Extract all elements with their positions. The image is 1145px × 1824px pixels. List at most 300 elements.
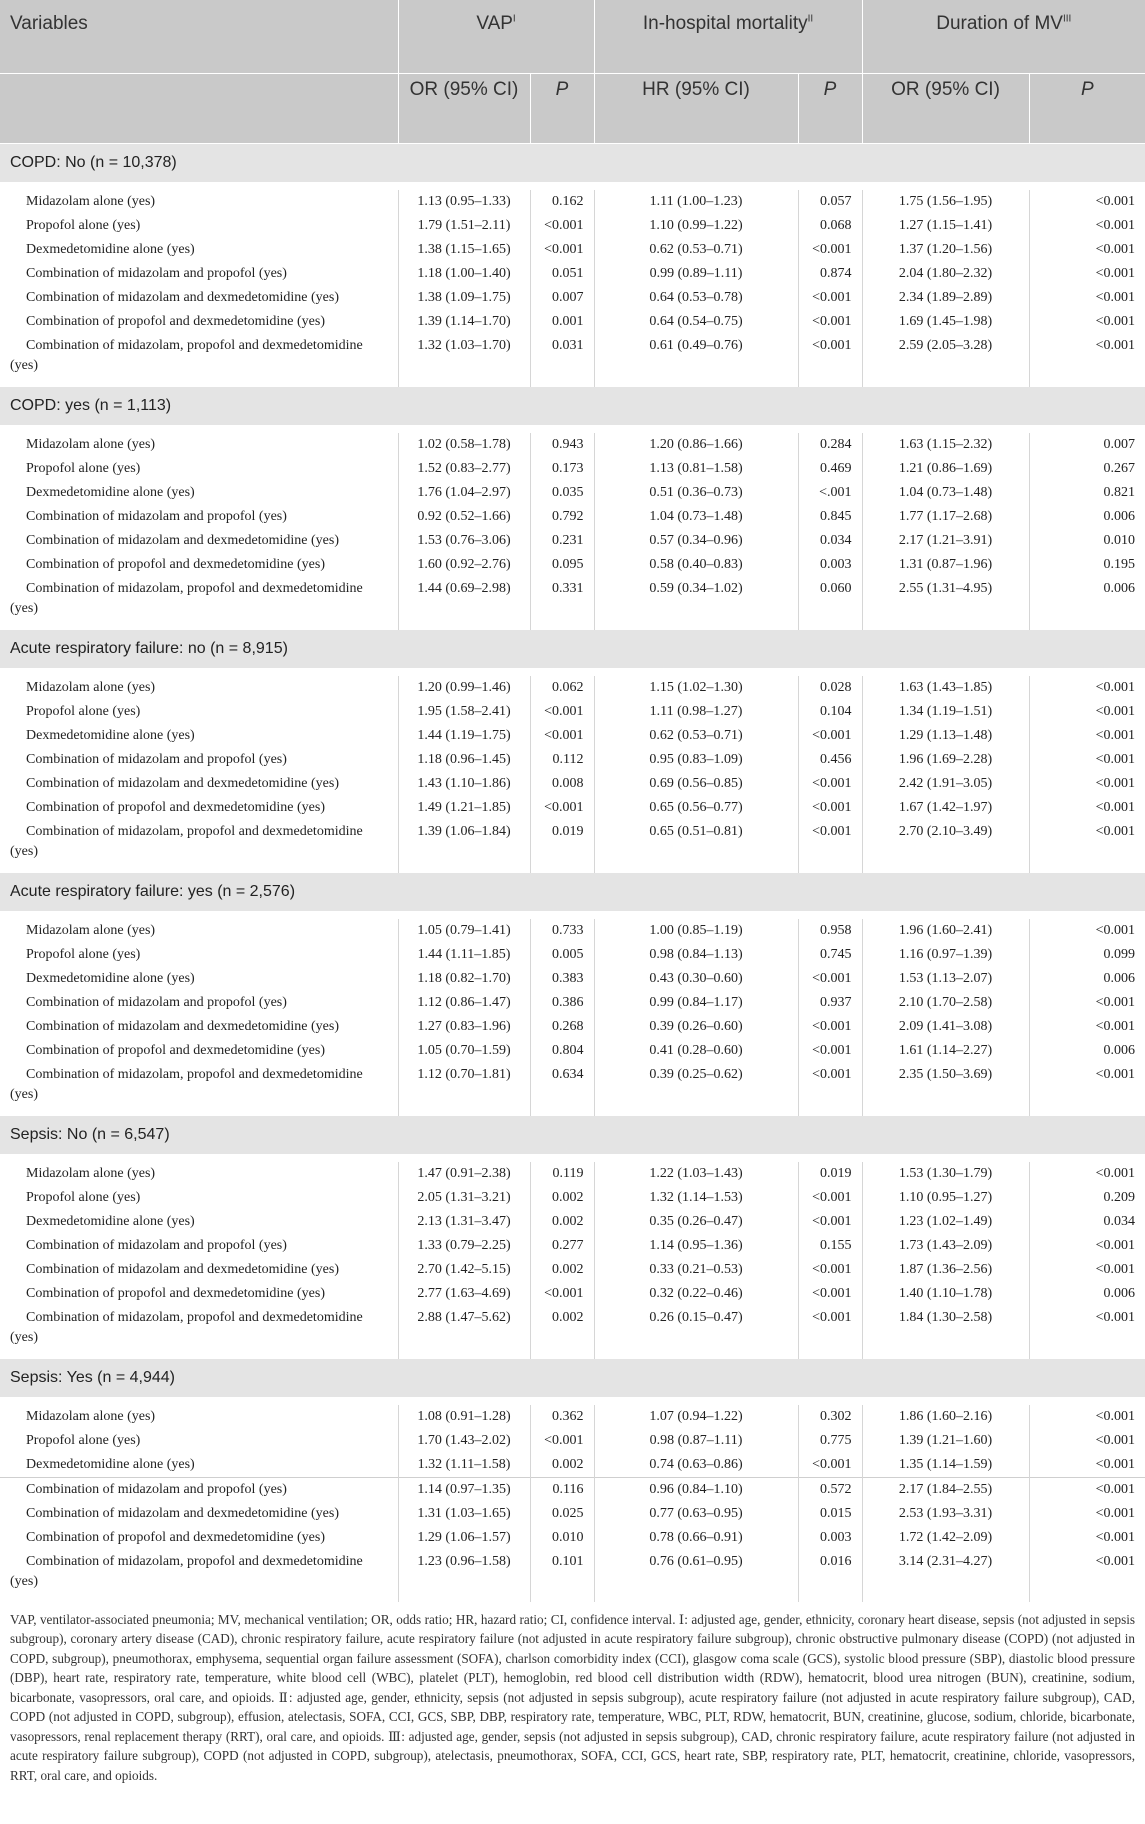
- table-row: [0, 748, 1145, 772]
- vap-or-cell: 1.38 (1.09–1.75): [398, 286, 530, 310]
- variable-label: Combination of midazolam and dexmedetomidine (yes): [26, 289, 339, 305]
- table-row: [0, 457, 1145, 481]
- variable-name-cell: [0, 190, 398, 214]
- vap-or-cell: 1.05 (0.79–1.41): [398, 919, 530, 943]
- mortality-hr-cell: 0.69 (0.56–0.85): [594, 772, 798, 796]
- table-row: [0, 1550, 1145, 1602]
- vap-p-cell: 0.051: [530, 262, 594, 286]
- variable-name-cell: [0, 1234, 398, 1258]
- vap-p-cell: 0.101: [530, 1550, 594, 1602]
- mv-p-cell: <0.001: [1029, 676, 1145, 700]
- variable-label: Propofol alone (yes): [26, 217, 141, 233]
- mortality-p-cell: <0.001: [798, 724, 862, 748]
- vap-or-cell: 1.76 (1.04–2.97): [398, 481, 530, 505]
- variable-name-cell: [0, 529, 398, 553]
- mortality-hr-cell: 0.32 (0.22–0.46): [594, 1282, 798, 1306]
- variable-name-cell: [0, 286, 398, 310]
- table-row: [0, 967, 1145, 991]
- spacer-cell: [0, 1397, 1145, 1405]
- table-header: [0, 0, 1145, 143]
- mortality-hr-cell: 0.65 (0.56–0.77): [594, 796, 798, 820]
- variable-name-cell: [0, 1405, 398, 1429]
- mortality-p-cell: 0.284: [798, 433, 862, 457]
- mortality-p-cell: 0.302: [798, 1405, 862, 1429]
- variable-name-cell: [0, 943, 398, 967]
- mortality-hr-cell: 0.57 (0.34–0.96): [594, 529, 798, 553]
- variable-label: Combination of midazolam, propofol and dexmedetomidine (yes): [10, 1309, 363, 1345]
- table-row: [0, 796, 1145, 820]
- spacer-row: [0, 182, 1145, 190]
- mortality-p-cell: <0.001: [798, 1039, 862, 1063]
- spacer-row: [0, 668, 1145, 676]
- table-row: [0, 676, 1145, 700]
- vap-p-cell: <0.001: [530, 214, 594, 238]
- variable-label: Propofol alone (yes): [26, 946, 141, 962]
- spacer-cell: [0, 668, 1145, 676]
- vap-p-cell: 0.095: [530, 553, 594, 577]
- mv-p-cell: <0.001: [1029, 1063, 1145, 1116]
- table-row: [0, 190, 1145, 214]
- variable-label: Combination of midazolam and propofol (yes): [26, 508, 287, 524]
- vap-p-cell: 0.383: [530, 967, 594, 991]
- mortality-p-cell: 0.016: [798, 1550, 862, 1602]
- header-mortality-hr: HR (95% CI): [594, 73, 798, 143]
- variable-label: Combination of propofol and dexmedetomidine (yes): [26, 1042, 325, 1058]
- mv-or-cell: 1.75 (1.56–1.95): [862, 190, 1029, 214]
- mortality-hr-cell: 0.77 (0.63–0.95): [594, 1502, 798, 1526]
- subgroup-header-row: [0, 872, 1145, 911]
- mortality-p-cell: 0.958: [798, 919, 862, 943]
- mortality-hr-cell: 0.64 (0.53–0.78): [594, 286, 798, 310]
- mortality-hr-cell: 0.64 (0.54–0.75): [594, 310, 798, 334]
- vap-or-cell: 1.20 (0.99–1.46): [398, 676, 530, 700]
- subgroup-label: Sepsis: Yes (n = 4,944): [0, 1358, 1145, 1397]
- variable-label: Midazolam alone (yes): [26, 1408, 156, 1424]
- vap-or-cell: 1.33 (0.79–2.25): [398, 1234, 530, 1258]
- mortality-hr-cell: 0.98 (0.87–1.11): [594, 1429, 798, 1453]
- variable-name-cell: [0, 1258, 398, 1282]
- vap-or-cell: 1.43 (1.10–1.86): [398, 772, 530, 796]
- variable-label: Combination of midazolam, propofol and dexmedetomidine (yes): [10, 823, 363, 859]
- table-row: [0, 991, 1145, 1015]
- mv-or-cell: 1.16 (0.97–1.39): [862, 943, 1029, 967]
- mv-p-cell: <0.001: [1029, 310, 1145, 334]
- header-mortality-p: P: [798, 73, 862, 143]
- vap-p-cell: 0.173: [530, 457, 594, 481]
- mv-or-cell: 1.87 (1.36–2.56): [862, 1258, 1029, 1282]
- mortality-p-cell: 0.003: [798, 553, 862, 577]
- mortality-p-cell: <0.001: [798, 820, 862, 873]
- variable-name-cell: [0, 1063, 398, 1116]
- subgroup-label: Acute respiratory failure: no (n = 8,915): [0, 629, 1145, 668]
- variable-name-cell: [0, 553, 398, 577]
- mortality-hr-cell: 0.59 (0.34–1.02): [594, 577, 798, 630]
- mortality-hr-cell: 0.61 (0.49–0.76): [594, 334, 798, 387]
- vap-or-cell: 1.14 (0.97–1.35): [398, 1477, 530, 1502]
- mv-or-cell: 1.63 (1.15–2.32): [862, 433, 1029, 457]
- mv-or-cell: 2.10 (1.70–2.58): [862, 991, 1029, 1015]
- mv-p-cell: <0.001: [1029, 991, 1145, 1015]
- variable-label: Dexmedetomidine alone (yes): [26, 1213, 195, 1229]
- variable-label: Combination of midazolam and propofol (yes): [26, 265, 287, 281]
- variable-name-cell: [0, 967, 398, 991]
- header-vap-p: P: [530, 73, 594, 143]
- table-row: [0, 1186, 1145, 1210]
- spacer-cell: [0, 911, 1145, 919]
- mv-p-cell: <0.001: [1029, 214, 1145, 238]
- mortality-p-cell: 0.845: [798, 505, 862, 529]
- mv-or-cell: 2.17 (1.84–2.55): [862, 1477, 1029, 1502]
- spacer-row: [0, 425, 1145, 433]
- mv-p-cell: <0.001: [1029, 262, 1145, 286]
- mv-or-cell: 2.42 (1.91–3.05): [862, 772, 1029, 796]
- vap-p-cell: 0.008: [530, 772, 594, 796]
- vap-p-cell: <0.001: [530, 724, 594, 748]
- mv-p-cell: <0.001: [1029, 1429, 1145, 1453]
- variable-name-cell: [0, 919, 398, 943]
- variable-label: Propofol alone (yes): [26, 460, 141, 476]
- variable-name-cell: [0, 238, 398, 262]
- mv-or-cell: 1.69 (1.45–1.98): [862, 310, 1029, 334]
- header-vap-or: OR (95% CI): [398, 73, 530, 143]
- mortality-p-cell: 0.572: [798, 1477, 862, 1502]
- table-body: [0, 143, 1145, 1602]
- vap-or-cell: 2.05 (1.31–3.21): [398, 1186, 530, 1210]
- mv-or-cell: 1.39 (1.21–1.60): [862, 1429, 1029, 1453]
- mv-p-cell: 0.006: [1029, 1282, 1145, 1306]
- mv-or-cell: 1.35 (1.14–1.59): [862, 1453, 1029, 1478]
- mortality-hr-cell: 0.26 (0.15–0.47): [594, 1306, 798, 1359]
- variable-label: Combination of midazolam and dexmedetomidine (yes): [26, 1018, 339, 1034]
- mv-or-cell: 1.77 (1.17–2.68): [862, 505, 1029, 529]
- mv-or-cell: 2.55 (1.31–4.95): [862, 577, 1029, 630]
- mortality-hr-cell: 0.76 (0.61–0.95): [594, 1550, 798, 1602]
- mortality-p-cell: 0.068: [798, 214, 862, 238]
- variable-label: Dexmedetomidine alone (yes): [26, 727, 195, 743]
- subgroup-header-row: [0, 629, 1145, 668]
- mv-p-cell: <0.001: [1029, 919, 1145, 943]
- mortality-p-cell: 0.469: [798, 457, 862, 481]
- vap-p-cell: 0.062: [530, 676, 594, 700]
- table-row: [0, 334, 1145, 387]
- variable-label: Midazolam alone (yes): [26, 436, 156, 452]
- variable-name-cell: [0, 1015, 398, 1039]
- variable-name-cell: [0, 262, 398, 286]
- mortality-hr-cell: 0.74 (0.63–0.86): [594, 1453, 798, 1478]
- table-row: [0, 1526, 1145, 1550]
- vap-p-cell: 0.386: [530, 991, 594, 1015]
- subgroup-header-row: [0, 1115, 1145, 1154]
- table-row: [0, 1429, 1145, 1453]
- mortality-p-cell: 0.015: [798, 1502, 862, 1526]
- mortality-p-cell: <0.001: [798, 1210, 862, 1234]
- vap-p-cell: 0.362: [530, 1405, 594, 1429]
- mv-or-cell: 2.09 (1.41–3.08): [862, 1015, 1029, 1039]
- variable-label: Dexmedetomidine alone (yes): [26, 241, 195, 257]
- table-row: [0, 310, 1145, 334]
- mv-p-cell: 0.267: [1029, 457, 1145, 481]
- table-row: [0, 943, 1145, 967]
- vap-p-cell: 0.002: [530, 1306, 594, 1359]
- mortality-p-cell: 0.104: [798, 700, 862, 724]
- mv-or-cell: 1.23 (1.02–1.49): [862, 1210, 1029, 1234]
- vap-or-cell: 1.18 (1.00–1.40): [398, 262, 530, 286]
- mortality-hr-cell: 0.35 (0.26–0.47): [594, 1210, 798, 1234]
- mv-or-cell: 1.84 (1.30–2.58): [862, 1306, 1029, 1359]
- variable-name-cell: [0, 1526, 398, 1550]
- spacer-cell: [0, 1154, 1145, 1162]
- variable-name-cell: [0, 214, 398, 238]
- mv-p-cell: <0.001: [1029, 286, 1145, 310]
- mv-p-cell: <0.001: [1029, 796, 1145, 820]
- mortality-hr-cell: 0.39 (0.25–0.62): [594, 1063, 798, 1116]
- mv-p-cell: 0.006: [1029, 577, 1145, 630]
- variable-name-cell: [0, 820, 398, 873]
- mortality-hr-cell: 1.07 (0.94–1.22): [594, 1405, 798, 1429]
- variable-label: Midazolam alone (yes): [26, 679, 156, 695]
- mv-or-cell: 2.17 (1.21–3.91): [862, 529, 1029, 553]
- variable-label: Combination of midazolam and propofol (yes): [26, 1481, 287, 1497]
- vap-p-cell: 0.002: [530, 1186, 594, 1210]
- vap-p-cell: 0.116: [530, 1477, 594, 1502]
- variable-label: Propofol alone (yes): [26, 1432, 141, 1448]
- header-blank: [0, 73, 398, 143]
- vap-or-cell: 0.92 (0.52–1.66): [398, 505, 530, 529]
- vap-p-cell: 0.231: [530, 529, 594, 553]
- table-row: [0, 214, 1145, 238]
- mortality-p-cell: <0.001: [798, 772, 862, 796]
- vap-p-cell: <0.001: [530, 1282, 594, 1306]
- mv-or-cell: 1.37 (1.20–1.56): [862, 238, 1029, 262]
- vap-p-cell: 0.112: [530, 748, 594, 772]
- vap-p-cell: 0.792: [530, 505, 594, 529]
- vap-p-cell: 0.019: [530, 820, 594, 873]
- mv-p-cell: <0.001: [1029, 1258, 1145, 1282]
- mv-or-cell: 1.29 (1.13–1.48): [862, 724, 1029, 748]
- mortality-hr-cell: 0.51 (0.36–0.73): [594, 481, 798, 505]
- variable-name-cell: [0, 1210, 398, 1234]
- mortality-hr-cell: 0.96 (0.84–1.10): [594, 1477, 798, 1502]
- vap-p-cell: <0.001: [530, 1429, 594, 1453]
- vap-p-cell: 0.035: [530, 481, 594, 505]
- variable-name-cell: [0, 1162, 398, 1186]
- vap-p-cell: 0.634: [530, 1063, 594, 1116]
- variable-label: Propofol alone (yes): [26, 703, 141, 719]
- mv-or-cell: 1.73 (1.43–2.09): [862, 1234, 1029, 1258]
- vap-or-cell: 1.32 (1.11–1.58): [398, 1453, 530, 1478]
- variable-label: Combination of propofol and dexmedetomidine (yes): [26, 1285, 325, 1301]
- vap-or-cell: 2.70 (1.42–5.15): [398, 1258, 530, 1282]
- subgroup-header-row: [0, 143, 1145, 182]
- mortality-p-cell: 0.155: [798, 1234, 862, 1258]
- variable-name-cell: [0, 577, 398, 630]
- variable-name-cell: [0, 1282, 398, 1306]
- variable-name-cell: [0, 676, 398, 700]
- mv-or-cell: 1.40 (1.10–1.78): [862, 1282, 1029, 1306]
- table-footnote: VAP, ventilator-associated pneumonia; MV, mechanical ventilation; OR, odds ratio; HR, hazard ratio; CI, confidence interval. Ⅰ: adjusted age, gender, ethnicity, coronary heart disease, sepsis (not adjusted in sepsis subgroup), coronary artery disease (CAD), chronic respiratory failure, acute respiratory failure (not adjusted in acute respiratory failure subgroup), chronic obstructive pulmonary disease (COPD) (not adjusted in COPD, subgroup), pneumothorax, emphysema, sequential organ failure assessment (SOFA), charlson comorbidity index (CCI), glasgow coma scale (GCS), systolic blood pressure (SBP), diastolic blood pressure (DBP), heart rate, respiratory rate, temperature, white blood cell (WBC), platelet (PLT), hemoglobin, red blood cell distribution width (RDW), hematocrit, blood urea nitrogen (BUN), creatinine, sodium, bicarbonate, vasopressors, oral care, and opioids. Ⅱ: adjusted age, gender, ethnicity, sepsis (not adjusted in sepsis subgroup), acute respiratory failure (not adjusted in acute respiratory failure subgroup), CAD, COPD (not adjusted in COPD, subgroup), effusion, atelectasis, SOFA, CCI, GCS, SBP, DBP, respiratory rate, temperature, WBC, PLT, RDW, hematocrit, BUN, creatinine, glucose, sodium, chloride, bicarbonate, vasopressors, renal replacement therapy (RRT), oral care, and opioids. Ⅲ: adjusted age, gender, sepsis (not adjusted in sepsis subgroup), CAD, chronic respiratory failure, acute respiratory failure (not adjusted in acute respiratory failure subgroup), COPD (not adjusted in COPD, subgroup), atelectasis, pneumothorax, SOFA, CCI, GCS, heart rate, SBP, respiratory rate, PLT, hematocrit, creatinine, chloride, vasopressors, RRT, oral care, and opioids.: [10, 1611, 1135, 1783]
- table-row: [0, 1210, 1145, 1234]
- vap-or-cell: 1.44 (0.69–2.98): [398, 577, 530, 630]
- vap-p-cell: 0.001: [530, 310, 594, 334]
- mortality-hr-cell: 1.32 (1.14–1.53): [594, 1186, 798, 1210]
- variable-label: Combination of propofol and dexmedetomidine (yes): [26, 313, 325, 329]
- mv-p-cell: <0.001: [1029, 238, 1145, 262]
- mortality-hr-cell: 1.04 (0.73–1.48): [594, 505, 798, 529]
- vap-p-cell: 0.002: [530, 1258, 594, 1282]
- mv-p-cell: 0.006: [1029, 1039, 1145, 1063]
- mv-p-cell: 0.034: [1029, 1210, 1145, 1234]
- mortality-p-cell: <0.001: [798, 1282, 862, 1306]
- mortality-p-cell: 0.456: [798, 748, 862, 772]
- variable-name-cell: [0, 1502, 398, 1526]
- mortality-p-cell: <0.001: [798, 967, 862, 991]
- variable-name-cell: [0, 457, 398, 481]
- mv-p-cell: <0.001: [1029, 700, 1145, 724]
- mortality-p-cell: 0.745: [798, 943, 862, 967]
- spacer-row: [0, 911, 1145, 919]
- mv-or-cell: 1.04 (0.73–1.48): [862, 481, 1029, 505]
- vap-or-cell: 1.44 (1.19–1.75): [398, 724, 530, 748]
- table-row: [0, 481, 1145, 505]
- mv-or-cell: 1.72 (1.42–2.09): [862, 1526, 1029, 1550]
- variable-name-cell: [0, 1039, 398, 1063]
- mortality-p-cell: 0.874: [798, 262, 862, 286]
- spacer-cell: [0, 425, 1145, 433]
- vap-p-cell: 0.002: [530, 1210, 594, 1234]
- table-row: [0, 724, 1145, 748]
- vap-or-cell: 1.27 (0.83–1.96): [398, 1015, 530, 1039]
- table-row: [0, 1453, 1145, 1478]
- variable-name-cell: [0, 433, 398, 457]
- variable-name-cell: [0, 334, 398, 387]
- vap-or-cell: 1.12 (0.70–1.81): [398, 1063, 530, 1116]
- vap-p-cell: 0.031: [530, 334, 594, 387]
- mortality-p-cell: <0.001: [798, 1453, 862, 1478]
- mv-p-cell: <0.001: [1029, 1550, 1145, 1602]
- vap-p-cell: 0.007: [530, 286, 594, 310]
- spacer-cell: [0, 182, 1145, 190]
- variable-name-cell: [0, 724, 398, 748]
- variable-label: Combination of midazolam and dexmedetomidine (yes): [26, 532, 339, 548]
- table-row: [0, 919, 1145, 943]
- table-row: [0, 1015, 1145, 1039]
- subgroup-label: Sepsis: No (n = 6,547): [0, 1115, 1145, 1154]
- table-row: [0, 577, 1145, 630]
- vap-or-cell: 1.23 (0.96–1.58): [398, 1550, 530, 1602]
- mv-or-cell: 1.27 (1.15–1.41): [862, 214, 1029, 238]
- table-row: [0, 1039, 1145, 1063]
- spacer-row: [0, 1154, 1145, 1162]
- header-mv-or: OR (95% CI): [862, 73, 1029, 143]
- mortality-hr-cell: 1.14 (0.95–1.36): [594, 1234, 798, 1258]
- vap-or-cell: 1.47 (0.91–2.38): [398, 1162, 530, 1186]
- spacer-row: [0, 1397, 1145, 1405]
- variable-name-cell: [0, 481, 398, 505]
- mortality-p-cell: <0.001: [798, 796, 862, 820]
- mv-p-cell: <0.001: [1029, 1526, 1145, 1550]
- mv-or-cell: 2.34 (1.89–2.89): [862, 286, 1029, 310]
- variable-name-cell: [0, 796, 398, 820]
- variable-label: Dexmedetomidine alone (yes): [26, 484, 195, 500]
- variable-name-cell: [0, 991, 398, 1015]
- vap-p-cell: 0.010: [530, 1526, 594, 1550]
- mortality-hr-cell: 1.13 (0.81–1.58): [594, 457, 798, 481]
- mortality-p-cell: <0.001: [798, 334, 862, 387]
- variable-label: Dexmedetomidine alone (yes): [26, 970, 195, 986]
- mortality-hr-cell: 1.15 (1.02–1.30): [594, 676, 798, 700]
- vap-p-cell: <0.001: [530, 700, 594, 724]
- variable-label: Combination of propofol and dexmedetomidine (yes): [26, 799, 325, 815]
- mv-p-cell: <0.001: [1029, 1502, 1145, 1526]
- vap-p-cell: 0.733: [530, 919, 594, 943]
- mortality-hr-cell: 0.62 (0.53–0.71): [594, 724, 798, 748]
- mortality-p-cell: 0.034: [798, 529, 862, 553]
- mv-p-cell: 0.099: [1029, 943, 1145, 967]
- table-row: [0, 1405, 1145, 1429]
- mortality-hr-cell: 0.65 (0.51–0.81): [594, 820, 798, 873]
- mortality-hr-cell: 1.00 (0.85–1.19): [594, 919, 798, 943]
- vap-or-cell: 2.13 (1.31–3.47): [398, 1210, 530, 1234]
- vap-or-cell: 1.13 (0.95–1.33): [398, 190, 530, 214]
- variable-label: Dexmedetomidine alone (yes): [26, 1456, 195, 1472]
- mortality-p-cell: <0.001: [798, 1015, 862, 1039]
- mv-or-cell: 2.70 (2.10–3.49): [862, 820, 1029, 873]
- mv-p-cell: 0.006: [1029, 505, 1145, 529]
- mv-p-cell: <0.001: [1029, 334, 1145, 387]
- mortality-hr-cell: 0.39 (0.26–0.60): [594, 1015, 798, 1039]
- mortality-p-cell: <0.001: [798, 238, 862, 262]
- vap-or-cell: 1.49 (1.21–1.85): [398, 796, 530, 820]
- mv-or-cell: 1.31 (0.87–1.96): [862, 553, 1029, 577]
- mv-or-cell: 1.96 (1.60–2.41): [862, 919, 1029, 943]
- table-row: [0, 286, 1145, 310]
- mv-or-cell: 1.21 (0.86–1.69): [862, 457, 1029, 481]
- mortality-hr-cell: 0.95 (0.83–1.09): [594, 748, 798, 772]
- table-row: [0, 1162, 1145, 1186]
- variable-name-cell: [0, 505, 398, 529]
- vap-or-cell: 2.77 (1.63–4.69): [398, 1282, 530, 1306]
- variable-label: Combination of midazolam and dexmedetomidine (yes): [26, 1505, 339, 1521]
- mortality-p-cell: 0.019: [798, 1162, 862, 1186]
- vap-or-cell: 1.38 (1.15–1.65): [398, 238, 530, 262]
- vap-or-cell: 1.60 (0.92–2.76): [398, 553, 530, 577]
- mortality-hr-cell: 0.99 (0.84–1.17): [594, 991, 798, 1015]
- table-row: [0, 433, 1145, 457]
- mortality-p-cell: <.001: [798, 481, 862, 505]
- mv-p-cell: 0.195: [1029, 553, 1145, 577]
- mv-p-cell: <0.001: [1029, 1405, 1145, 1429]
- mortality-p-cell: 0.003: [798, 1526, 862, 1550]
- mortality-p-cell: <0.001: [798, 1063, 862, 1116]
- mortality-p-cell: 0.775: [798, 1429, 862, 1453]
- mv-p-cell: 0.006: [1029, 967, 1145, 991]
- mv-p-cell: 0.010: [1029, 529, 1145, 553]
- mv-p-cell: <0.001: [1029, 724, 1145, 748]
- table-row: [0, 262, 1145, 286]
- vap-p-cell: <0.001: [530, 238, 594, 262]
- mv-p-cell: <0.001: [1029, 1234, 1145, 1258]
- vap-or-cell: 1.08 (0.91–1.28): [398, 1405, 530, 1429]
- mortality-p-cell: <0.001: [798, 1258, 862, 1282]
- vap-p-cell: 0.119: [530, 1162, 594, 1186]
- vap-p-cell: 0.162: [530, 190, 594, 214]
- variable-label: Combination of midazolam and propofol (yes): [26, 1237, 287, 1253]
- mortality-hr-cell: 0.43 (0.30–0.60): [594, 967, 798, 991]
- table-row: [0, 1063, 1145, 1116]
- vap-or-cell: 1.95 (1.58–2.41): [398, 700, 530, 724]
- vap-or-cell: 1.53 (0.76–3.06): [398, 529, 530, 553]
- mortality-p-cell: <0.001: [798, 1186, 862, 1210]
